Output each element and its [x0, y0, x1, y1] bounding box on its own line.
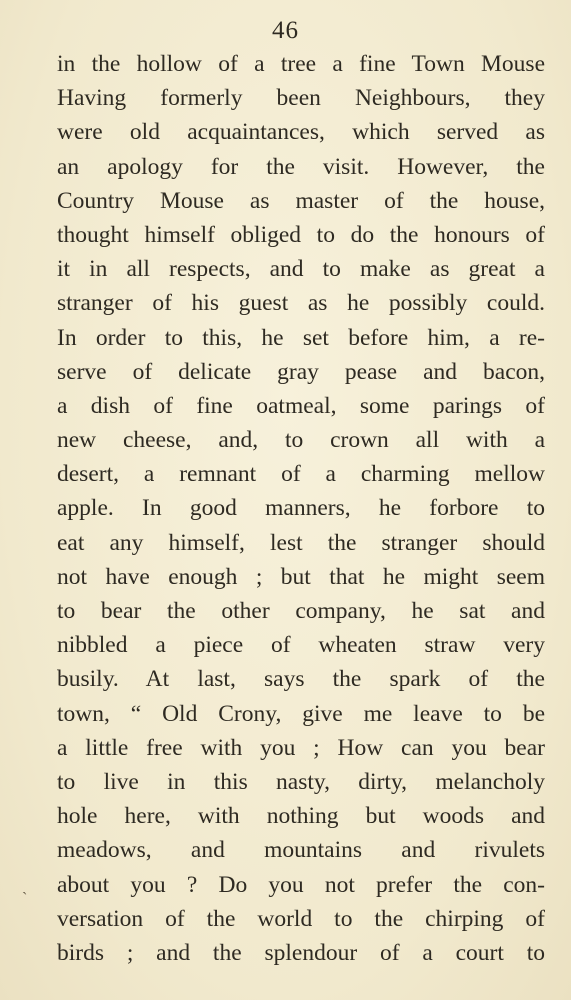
text-line: Country Mouse as master of the house,: [57, 187, 545, 214]
text-line: stranger of his guest as he possibly could.: [57, 290, 545, 317]
text-line: eat any himself, lest the stranger should: [57, 529, 545, 556]
text-line: about you ? Do you not prefer the con-: [57, 871, 545, 898]
text-line: it in all respects, and to make as great a: [57, 256, 545, 283]
page-number: 46: [272, 17, 299, 44]
text-line: nibbled a piece of wheaten straw very: [57, 632, 545, 659]
text-line: versation of the world to the chirping of: [57, 905, 545, 932]
text-line: town, “ Old Crony, give me leave to be: [57, 700, 545, 727]
text-line: desert, a remnant of a charming mellow: [57, 461, 545, 488]
text-line: hole here, with nothing but woods and: [57, 803, 545, 830]
text-line: serve of delicate gray pease and bacon,: [57, 358, 545, 385]
text-line: an apology for the visit. However, the: [57, 153, 545, 180]
text-line: apple. In good manners, he forbore to: [57, 495, 545, 522]
text-line: new cheese, and, to crown all with a: [57, 427, 545, 454]
text-line: busily. At last, says the spark of the: [57, 666, 545, 693]
text-line: Having formerly been Neighbours, they: [57, 85, 545, 112]
text-line: birds ; and the splendour of a court to: [57, 939, 545, 966]
text-line: meadows, and mountains and rivulets: [57, 837, 545, 864]
text-line: a little free with you ; How can you bear: [57, 734, 545, 761]
body-text: [57, 47, 545, 970]
text-line: to live in this nasty, dirty, melancholy: [57, 768, 545, 795]
text-line: in the hollow of a tree a fine Town Mouse: [57, 51, 545, 77]
text-line: thought himself obliged to do the honours of: [57, 221, 545, 248]
text-line: a dish of fine oatmeal, some parings of: [57, 392, 545, 419]
text-line: In order to this, he set before him, a re-: [57, 324, 545, 351]
text-line: to bear the other company, he sat and: [57, 598, 545, 624]
text-line: not have enough ; but that he might seem: [57, 563, 545, 590]
text-line: were old acquaintances, which served as: [57, 119, 545, 146]
margin-mark: ˏ: [22, 878, 28, 895]
